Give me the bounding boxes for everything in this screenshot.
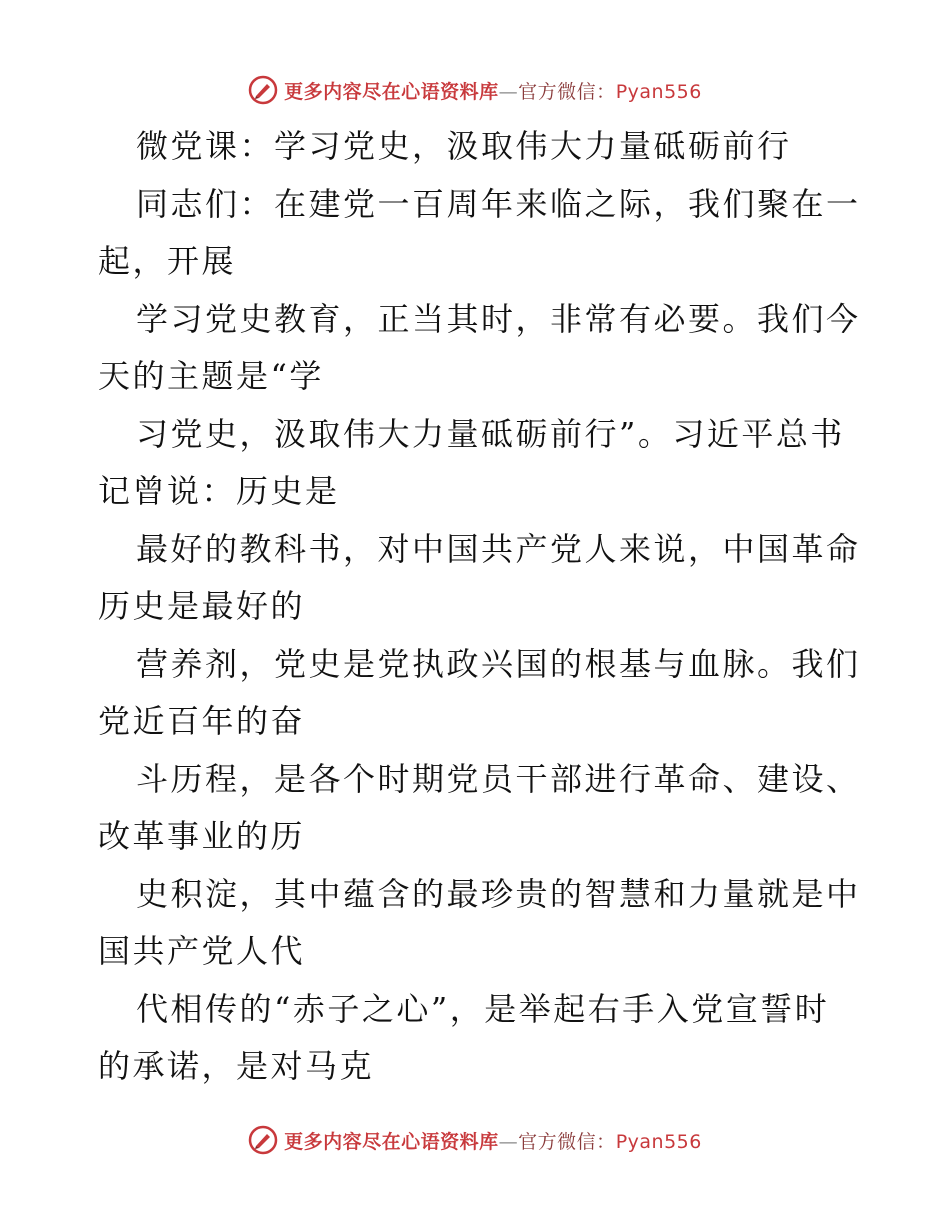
- pen-logo-icon: [248, 1125, 278, 1155]
- document-body: [98, 118, 861, 1096]
- document-title: 微党课：学习党史，汲取伟大力量砥砺前行: [136, 127, 792, 165]
- watermark-label: 官方微信：: [518, 1130, 616, 1153]
- paragraph-line: 国共产党人代: [98, 932, 306, 970]
- paragraph-line: 天的主题是“学: [98, 357, 324, 395]
- watermark-dash: —: [498, 80, 519, 103]
- watermark-text: [284, 77, 702, 104]
- page-header-watermark: [0, 70, 950, 110]
- watermark-brand: 更多内容尽在心语资料库: [284, 1130, 499, 1153]
- paragraph-line: 历史是最好的: [98, 587, 306, 625]
- paragraph-line: 起，开展: [98, 242, 237, 280]
- watermark-label: 官方微信：: [518, 80, 616, 103]
- pen-logo-icon: [248, 75, 278, 105]
- page-footer-watermark: [0, 1120, 950, 1160]
- paragraph-line: 同志们：在建党一百周年来临之际，我们聚在一: [136, 184, 861, 223]
- watermark-text: [284, 1127, 702, 1154]
- paragraph-line: 代相传的“赤子之心”，是举起右手入党宣誓时: [136, 989, 830, 1028]
- paragraph-line: 斗历程，是各个时期党员干部进行革命、建设、: [136, 759, 861, 798]
- paragraph-line: 学习党史教育，正当其时，非常有必要。我们今: [136, 299, 861, 338]
- paragraph-line: 党近百年的奋: [98, 702, 306, 740]
- watermark-id: Pyan556: [615, 1130, 702, 1153]
- paragraph-line: 改革事业的历: [98, 817, 306, 855]
- paragraph-line: 的承诺，是对马克: [98, 1047, 375, 1085]
- paragraph-line: 史积淀，其中蕴含的最珍贵的智慧和力量就是中: [136, 874, 861, 913]
- paragraph-line: 习党史，汲取伟大力量砥砺前行”。习近平总书: [136, 414, 845, 453]
- paragraph-line: 营养剂，党史是党执政兴国的根基与血脉。我们: [136, 644, 861, 683]
- watermark-dash: —: [498, 1130, 519, 1153]
- watermark-brand: 更多内容尽在心语资料库: [284, 80, 499, 103]
- paragraph-line: 最好的教科书，对中国共产党人来说，中国革命: [136, 529, 861, 568]
- watermark-id: Pyan556: [615, 80, 702, 103]
- paragraph-line: 记曾说：历史是: [98, 472, 340, 510]
